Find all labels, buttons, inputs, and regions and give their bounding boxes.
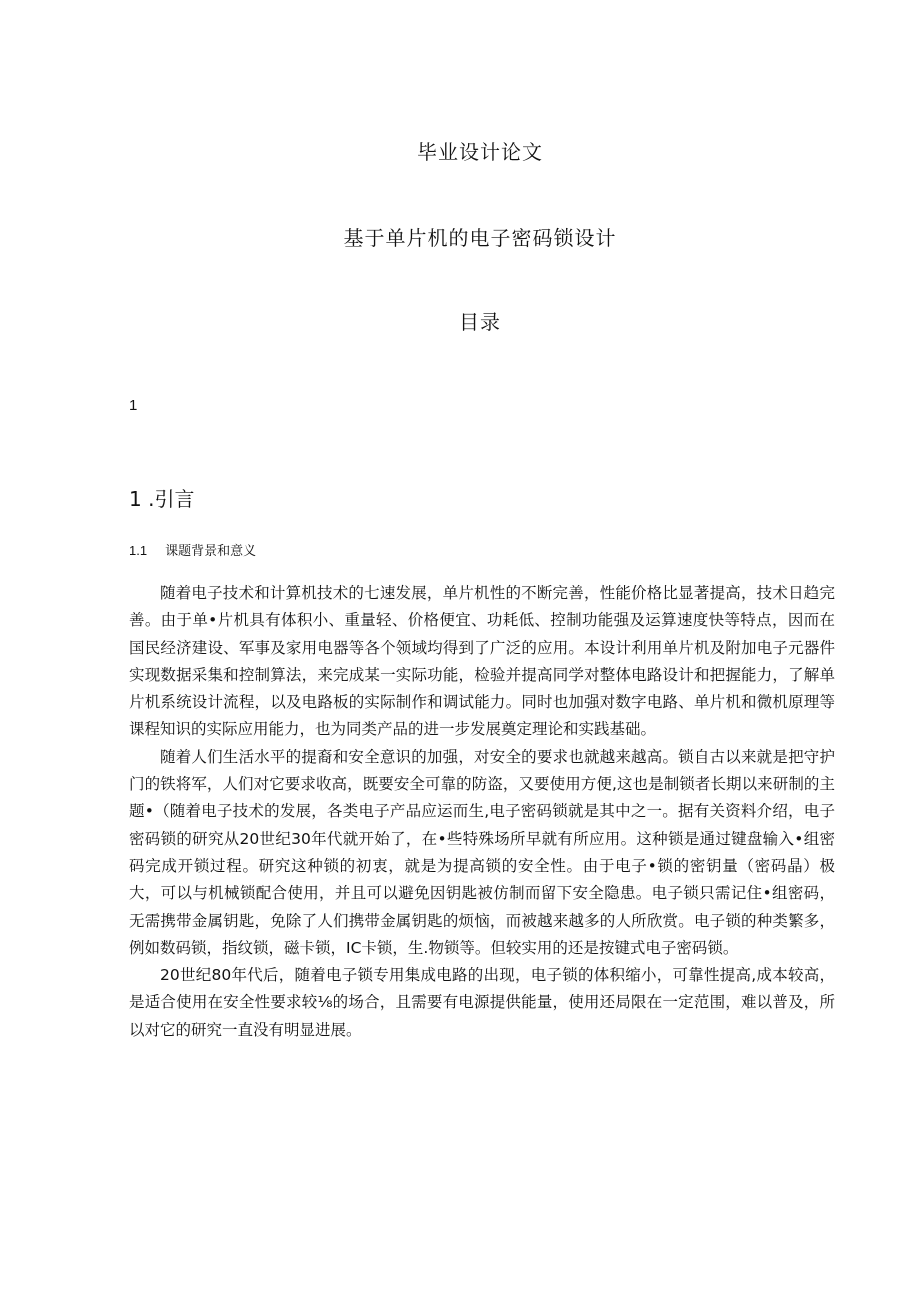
toc-page-number: 1: [129, 397, 138, 414]
paragraph: 随着电子技术和计算机技术的七速发展，单片机性的不断完善，性能价格比显著提高，技术日趋完善。由于单•片机具有体积小、重量轻、价格便宜、功耗低、控制功能强及运算速度快等特点，因而在国民经济建设、军事及家用电器等各个领域均得到了广泛的应用。本设计利用单片机及附加电子元器件实现数据采集和控制算法，来完成某一实际功能，检验并提高同学对整体电路设计和把握能力，了解单片机系统设计流程，以及电路板的实际制作和调试能力。同时也加强对数字电路、单片机和微机原理等课程知识的实际应用能力，也为同类产品的进一步发展奠定理论和实践基础。: [129, 584, 835, 739]
body-text: [129, 580, 835, 1044]
table-of-contents-heading: 目录: [459, 310, 501, 334]
section-heading: 1 .引言: [129, 487, 195, 511]
paragraph: 20世纪80年代后，随着电子锁专用集成电路的出现，电子锁的体积缩小，可靠性提高,成本较高，是适合使用在安全性要求较⅛的场合，且需要有电源提供能量，使用还局限在一定范围，难以普及，所以对它的研究一直没有明显进展。: [129, 966, 835, 1039]
subsection-number: 1.1: [129, 543, 148, 558]
paragraph: 随着人们生活水平的提裔和安全意识的加强，对安全的要求也就越来越高。锁自古以来就是把守护门的铁将军，人们对它要求收高，既要安全可靠的防盗，又要使用方便,这也是制锁者长期以来研制的主题•（随着电子技术的发展，各类电子产品应运而生,电子密码锁就是其中之一。据有关资料介绍，电子密码锁的研究从20世纪30年代就开始了，在•些特殊场所早就有所应用。这种锁是通过键盘输入•组密码完成开锁过程。研究这种锁的初衷，就是为提高锁的安全性。由于电子•锁的密钥量（密码晶）极大，可以与机械锁配合使用，并且可以避免因钥匙被仿制而留下安全隐患。电子锁只需记住•组密码，无需携带金属钥匙，免除了人们携带金属钥匙的烦恼，而被越来越多的人所欣赏。电子锁的种类繁多，例如数码锁，指纹锁，磁卡锁，IC卡锁，生.物锁等。但较实用的还是按键式电子密码锁。: [129, 747, 835, 957]
subsection-title: 课题背景和意义: [165, 544, 257, 559]
subsection-heading: [129, 540, 256, 559]
thesis-title: 基于单片机的电子密码锁设计: [343, 226, 617, 250]
document-type-title: 毕业设计论文: [417, 140, 543, 164]
